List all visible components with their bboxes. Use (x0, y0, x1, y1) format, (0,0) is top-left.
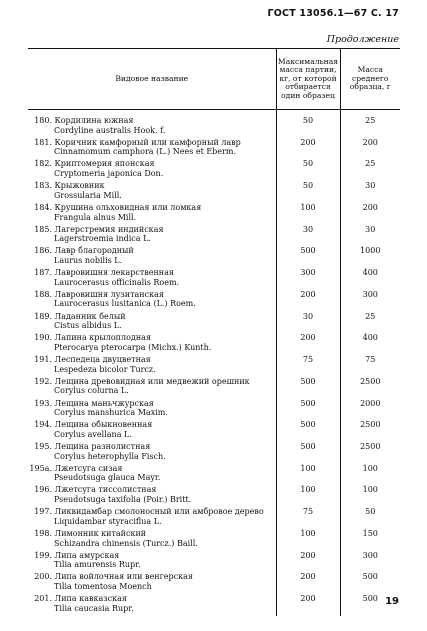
column-header-avg-sample: Масса среднего образца, г (340, 49, 400, 110)
species-cell (28, 594, 276, 616)
table-row (28, 377, 400, 399)
avg-sample-value: 200 (340, 203, 400, 225)
avg-sample-value: 300 (340, 551, 400, 573)
row-number: 187. (34, 268, 52, 278)
row-number: 200. (34, 572, 52, 582)
species-cell (28, 203, 276, 225)
row-number: 195а. (29, 463, 52, 473)
species-cell (28, 485, 276, 507)
max-lot-value: 50 (276, 159, 340, 181)
latin-name: Laurus nobilis L. (54, 256, 123, 265)
latin-name: Grossularia Mill. (54, 190, 122, 200)
table-row (28, 355, 400, 377)
max-lot-value: 200 (276, 138, 340, 160)
page-number: 19 (385, 596, 399, 607)
avg-sample-value: 25 (340, 116, 400, 138)
table-row (28, 246, 400, 268)
species-cell (28, 377, 276, 399)
species-cell (28, 399, 276, 421)
table-row (28, 268, 400, 290)
latin-name: Corylus manshurica Maxim. (54, 408, 168, 418)
latin-name: Tilia tomentosa Moench (54, 582, 152, 592)
russian-name: Лещина разнолистная (52, 442, 151, 452)
species-cell (28, 181, 276, 203)
species-cell (28, 159, 276, 181)
table-row (28, 551, 400, 573)
max-lot-value: 500 (276, 246, 340, 268)
avg-sample-value: 1000 (340, 246, 400, 268)
row-number: 189. (34, 311, 52, 321)
russian-name: Лапина крылоплодная (52, 333, 151, 343)
species-cell (28, 268, 276, 290)
species-cell (28, 225, 276, 247)
max-lot-value: 200 (276, 333, 340, 355)
latin-name: Corylus heterophylla Fisch. (54, 451, 166, 461)
latin-name: Cordyline australis Hook. f. (54, 125, 166, 135)
table-row (28, 507, 400, 529)
row-number: 193. (34, 398, 52, 408)
max-lot-value: 500 (276, 442, 340, 464)
row-number: 186. (34, 246, 52, 256)
russian-name: Крушина ольховидная или ломкая (52, 202, 202, 212)
max-lot-value: 100 (276, 203, 340, 225)
russian-name: Лагерстремия индийская (52, 224, 164, 234)
species-cell (28, 333, 276, 355)
row-number: 192. (34, 376, 52, 386)
avg-sample-value: 100 (340, 485, 400, 507)
table-row (28, 572, 400, 594)
species-cell (28, 572, 276, 594)
avg-sample-value: 500 (340, 572, 400, 594)
avg-sample-value: 400 (340, 333, 400, 355)
russian-name: Лавровишня лузитанская (52, 289, 164, 299)
row-number: 195. (34, 442, 52, 452)
max-lot-value: 500 (276, 377, 340, 399)
species-cell (28, 529, 276, 551)
latin-name: Lagerstroemia indica L. (54, 234, 151, 244)
max-lot-value: 100 (276, 464, 340, 486)
max-lot-value: 200 (276, 551, 340, 573)
latin-name: Liquidambar styraciflua L. (54, 516, 162, 526)
russian-name: Лещина маньчжурская (52, 398, 154, 408)
avg-sample-value: 2500 (340, 377, 400, 399)
species-cell (28, 464, 276, 486)
row-number: 190. (34, 333, 52, 343)
russian-name: Лимонник китайский (52, 528, 147, 538)
russian-name: Лещина обыкновенная (52, 420, 153, 430)
species-cell (28, 246, 276, 268)
avg-sample-value: 100 (340, 464, 400, 486)
latin-name: Lespedeza bicolor Turcz. (54, 364, 156, 374)
row-number: 191. (34, 355, 52, 365)
species-cell (28, 420, 276, 442)
russian-name: Лавровишня лекарственная (52, 268, 174, 278)
avg-sample-value: 2500 (340, 442, 400, 464)
row-number: 184. (34, 202, 52, 212)
russian-name: Ладанник белый (52, 311, 126, 321)
latin-name: Corylus colurna L. (54, 386, 129, 396)
avg-sample-value: 50 (340, 507, 400, 529)
row-number: 188. (34, 289, 52, 299)
latin-name: Corylus avellana L. (54, 429, 132, 439)
max-lot-value: 500 (276, 399, 340, 421)
avg-sample-value: 2000 (340, 399, 400, 421)
max-lot-value: 30 (276, 312, 340, 334)
latin-name: Pterocarya pterocarpa (Michx.) Kunth. (54, 342, 212, 352)
species-table (28, 48, 400, 616)
table-row (28, 138, 400, 160)
latin-name: Pseudotsuga taxifolia (Poir.) Britt. (54, 495, 192, 505)
table-row (28, 442, 400, 464)
table-row (28, 312, 400, 334)
max-lot-value: 200 (276, 572, 340, 594)
row-number: 201. (34, 594, 52, 604)
russian-name: Лещина древовидная или медвежий орешник (52, 376, 250, 386)
row-number: 182. (34, 159, 52, 169)
species-cell (28, 355, 276, 377)
russian-name: Липа амурская (52, 550, 120, 560)
latin-name: Pseudotsuga glauca Mayr. (54, 473, 161, 483)
continuation-label: Продолжение (326, 34, 399, 45)
table-body (28, 110, 400, 617)
row-number: 181. (34, 137, 52, 147)
max-lot-value: 200 (276, 290, 340, 312)
russian-name: Криптомерия японская (52, 159, 155, 169)
avg-sample-value: 400 (340, 268, 400, 290)
row-number: 197. (34, 507, 52, 517)
russian-name: Липа кавказская (52, 594, 127, 604)
latin-name: Cryptomeria japonica Don. (54, 169, 164, 179)
table-row (28, 529, 400, 551)
russian-name: Липа войлочная или венгерская (52, 572, 193, 582)
russian-name: Ликвидамбар смолоносный или амбровое дерево (52, 507, 264, 517)
table-row (28, 485, 400, 507)
species-cell (28, 551, 276, 573)
avg-sample-value: 30 (340, 181, 400, 203)
column-header-max-lot: Максимальная масса партии, кг, от которой отбирается один образец (276, 49, 340, 110)
table-row (28, 333, 400, 355)
column-header-species: Видовое название (28, 49, 276, 110)
avg-sample-value: 25 (340, 312, 400, 334)
latin-name: Schizandra chinensis (Turcz.) Baill. (54, 538, 198, 548)
table-row (28, 594, 400, 616)
row-number: 196. (34, 485, 52, 495)
russian-name: Лжетсуга тиссолистная (52, 485, 157, 495)
row-number: 199. (34, 550, 52, 560)
russian-name: Крыжовник (52, 181, 105, 191)
avg-sample-value: 75 (340, 355, 400, 377)
russian-name: Лжетсуга сизая (52, 463, 123, 473)
species-cell (28, 290, 276, 312)
max-lot-value: 30 (276, 225, 340, 247)
table-row (28, 159, 400, 181)
avg-sample-value: 200 (340, 138, 400, 160)
max-lot-value: 75 (276, 507, 340, 529)
page-header: ГОСТ 13056.1—67 С. 17 (267, 8, 399, 19)
latin-name: Laurocerasus lusitanica (L.) Roem. (54, 299, 196, 309)
avg-sample-value: 300 (340, 290, 400, 312)
max-lot-value: 100 (276, 485, 340, 507)
russian-name: Лавр благородный (52, 246, 134, 256)
latin-name: Frangula alnus Mill. (54, 212, 137, 222)
table-row (28, 225, 400, 247)
table-row (28, 181, 400, 203)
max-lot-value: 50 (276, 181, 340, 203)
table-row (28, 203, 400, 225)
table-row (28, 420, 400, 442)
max-lot-value: 500 (276, 420, 340, 442)
row-number: 180. (34, 116, 52, 125)
avg-sample-value: 30 (340, 225, 400, 247)
species-cell (28, 442, 276, 464)
max-lot-value: 300 (276, 268, 340, 290)
latin-name: Tilia amurensis Rupr. (54, 560, 141, 570)
species-cell (28, 138, 276, 160)
species-cell (28, 116, 276, 138)
avg-sample-value: 25 (340, 159, 400, 181)
max-lot-value: 75 (276, 355, 340, 377)
russian-name: Кордилина южная (52, 116, 134, 125)
row-number: 183. (34, 181, 52, 191)
latin-name: Laurocerasus officinalis Roem. (54, 277, 180, 287)
species-cell (28, 312, 276, 334)
table-row (28, 399, 400, 421)
table-row (28, 116, 400, 138)
table-row (28, 290, 400, 312)
max-lot-value: 50 (276, 116, 340, 138)
table-row (28, 464, 400, 486)
row-number: 185. (34, 224, 52, 234)
max-lot-value: 200 (276, 594, 340, 616)
russian-name: Коричник камфорный или камфорный лавр (52, 137, 241, 147)
avg-sample-value: 2500 (340, 420, 400, 442)
avg-sample-value: 500 (340, 594, 400, 616)
russian-name: Леспедеца двуцветная (52, 355, 151, 365)
row-number: 194. (34, 420, 52, 430)
latin-name: Cinnamomum camphora (L.) Nees et Eberm. (54, 147, 236, 157)
species-cell (28, 507, 276, 529)
max-lot-value: 100 (276, 529, 340, 551)
latin-name: Tilia caucasia Rupr. (54, 603, 134, 613)
avg-sample-value: 150 (340, 529, 400, 551)
row-number: 198. (34, 528, 52, 538)
latin-name: Cistus albidus L. (54, 321, 122, 331)
